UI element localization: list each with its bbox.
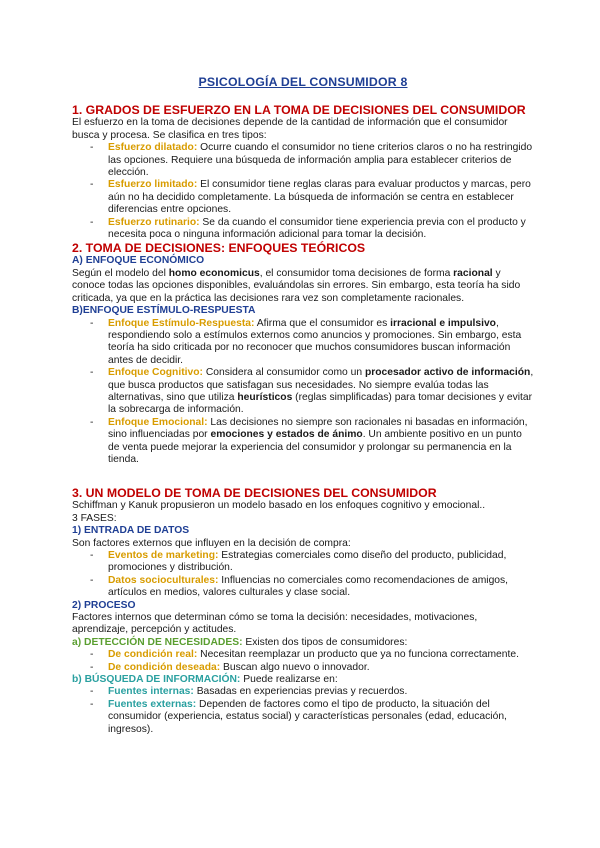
term: Esfuerzo limitado: <box>108 179 198 191</box>
list-item <box>108 649 534 661</box>
term: Eventos de marketing: <box>108 550 219 561</box>
phase-1-intro: Son factores externos que influyen en la decisión de compra: <box>72 537 351 549</box>
text: , respondiendo solo a estímulos externos como anuncios y promociones. Sin embargo, esta teoría ha sido criticada por no reconocer que muchos consumidores buscan información antes de decidir. <box>108 317 522 366</box>
phase-1-heading: 1) ENTRADA DE DATOS <box>72 525 190 537</box>
needs-list <box>72 649 534 674</box>
term: Enfoque Emocional: <box>108 416 208 428</box>
list-item <box>108 318 534 368</box>
term-text: Estrategias comerciales como diseño del producto, publicidad, promociones y distribución. <box>108 550 507 574</box>
phase-2-intro: Factores internos que determinan cómo se toma la decisión: necesidades, motivaciones, aprendizaje, percepción y actitudes. <box>72 612 478 636</box>
section-1-heading: 1. GRADOS DE ESFUERZO EN LA TOMA DE DECISIONES DEL CONSUMIDOR <box>72 103 526 118</box>
list-item <box>108 142 534 179</box>
approach-list <box>72 318 534 467</box>
list-item <box>108 686 534 698</box>
section-3-intro: Schiffman y Kanuk propusieron un modelo basado en los enfoques cognitivo y emocional.. <box>72 500 486 512</box>
bold-text: homo economicus <box>168 267 260 279</box>
subsection-b-heading: B)ENFOQUE ESTÍMULO-RESPUESTA <box>72 305 256 317</box>
phases-label: 3 FASES: <box>72 512 117 524</box>
term: De condición real: <box>108 649 198 661</box>
text: , el consumidor toma decisiones de forma <box>259 267 454 279</box>
text: Existen dos tipos de consumidores: <box>242 636 408 648</box>
text: . Un ambiente positivo en un punto de venta puede mejorar la experiencia del consumidor y prolongar su permanencia en la tienda. <box>108 429 522 465</box>
text: Puede realizarse en: <box>240 674 338 686</box>
text: (reglas simplificadas) para tomar decisiones y evitar la sobrecarga de información. <box>108 391 533 416</box>
list-item <box>108 550 534 575</box>
text: Según el modelo del <box>72 267 169 279</box>
effort-list <box>72 142 534 241</box>
list-item <box>108 179 534 216</box>
bold-text: racional <box>453 267 493 279</box>
page-title: PSICOLOGÍA DEL CONSUMIDOR 8 <box>198 75 408 89</box>
term: Enfoque Estímulo-Respuesta: <box>108 317 255 329</box>
section-3-heading: 3. UN MODELO DE TOMA DE DECISIONES DEL CONSUMIDOR <box>72 486 437 501</box>
term: Esfuerzo dilatado: <box>108 142 198 154</box>
section-2-heading: 2. TOMA DE DECISIONES: ENFOQUES TEÓRICOS <box>72 241 366 256</box>
list-item <box>108 699 534 736</box>
term: Fuentes internas: <box>108 686 194 698</box>
term-text: Buscan algo nuevo o innovador. <box>220 661 370 673</box>
info-search <box>72 674 534 686</box>
bold-text: heurísticos <box>237 391 293 403</box>
phase-2-heading: 2) PROCESO <box>72 599 136 611</box>
term-text: Ocurre cuando el consumidor no tiene criterios claros o no ha restringido las opciones. Requiere una búsqueda de información amplia para establecer criterios de elección. <box>108 142 533 179</box>
term: Fuentes externas: <box>108 698 197 710</box>
list-item <box>108 662 534 674</box>
needs-detection <box>72 637 534 649</box>
list-item <box>108 575 534 600</box>
list-item <box>108 367 534 417</box>
sources-list <box>72 686 534 736</box>
subsection-a-heading: A) ENFOQUE ECONÓMICO <box>72 255 205 267</box>
bold-text: procesador activo de información <box>364 367 531 379</box>
list-item <box>108 417 534 467</box>
term-text: Dependen de factores como el tipo de producto, la situación del consumidor (experiencia, estatus social) y características personales (edad, educación, ingresos). <box>108 698 507 735</box>
term-text: El consumidor tiene reglas claras para evaluar productos y marcas, pero aún no ha decidido completamente. La búsqueda de información se centra en establecer diferencias entre opciones. <box>108 179 531 216</box>
term-text: Influencias no comerciales como recomendaciones de amigos, artículos en medios, valores culturales y clase social. <box>108 574 509 599</box>
text: Considera al consumidor como un <box>202 367 365 379</box>
term: Datos socioculturales: <box>108 574 219 586</box>
input-list <box>72 550 534 600</box>
term: Enfoque Cognitivo: <box>108 367 203 379</box>
text: , que busca productos que satisfagan sus necesidades. No siempre evalúa todas las alternativas, sino que utiliza <box>108 367 534 403</box>
term: De condición deseada: <box>108 661 221 673</box>
text: Afirma que el consumidor es <box>254 317 391 329</box>
text: y conoce todas las opciones disponibles, evaluándolas sin errores. Sin embargo, esta teoría ha sido criticada, ya que en la práctica las decisiones rara vez son completamente racionales. <box>72 267 521 304</box>
bold-text: irracional e impulsivo <box>390 317 496 329</box>
term-text: Basadas en experiencias previas y recuerdos. <box>193 686 408 698</box>
economic-paragraph <box>72 268 534 305</box>
term-text: Necesitan reemplazar un producto que ya no funciona correctamente. <box>197 649 519 661</box>
term-text: Se da cuando el consumidor tiene experiencia previa con el producto y necesita poca o ninguna información adicional para tomar la decisión. <box>108 216 526 241</box>
text: Las decisiones no siempre son racionales ni basadas en información, sino influenciadas por <box>108 416 528 441</box>
sub-label: a) DETECCIÓN DE NECESIDADES: <box>72 636 243 648</box>
term: Esfuerzo rutinario: <box>108 216 200 228</box>
sub-label: b) BÚSQUEDA DE INFORMACIÓN: <box>72 674 241 686</box>
list-item <box>108 217 534 242</box>
bold-text: emociones y estados de ánimo <box>210 429 363 441</box>
section-1-intro: El esfuerzo en la toma de decisiones depende de la cantidad de información que el consumidor busca y procesa. Se clasifica en tres tipos: <box>72 117 508 141</box>
